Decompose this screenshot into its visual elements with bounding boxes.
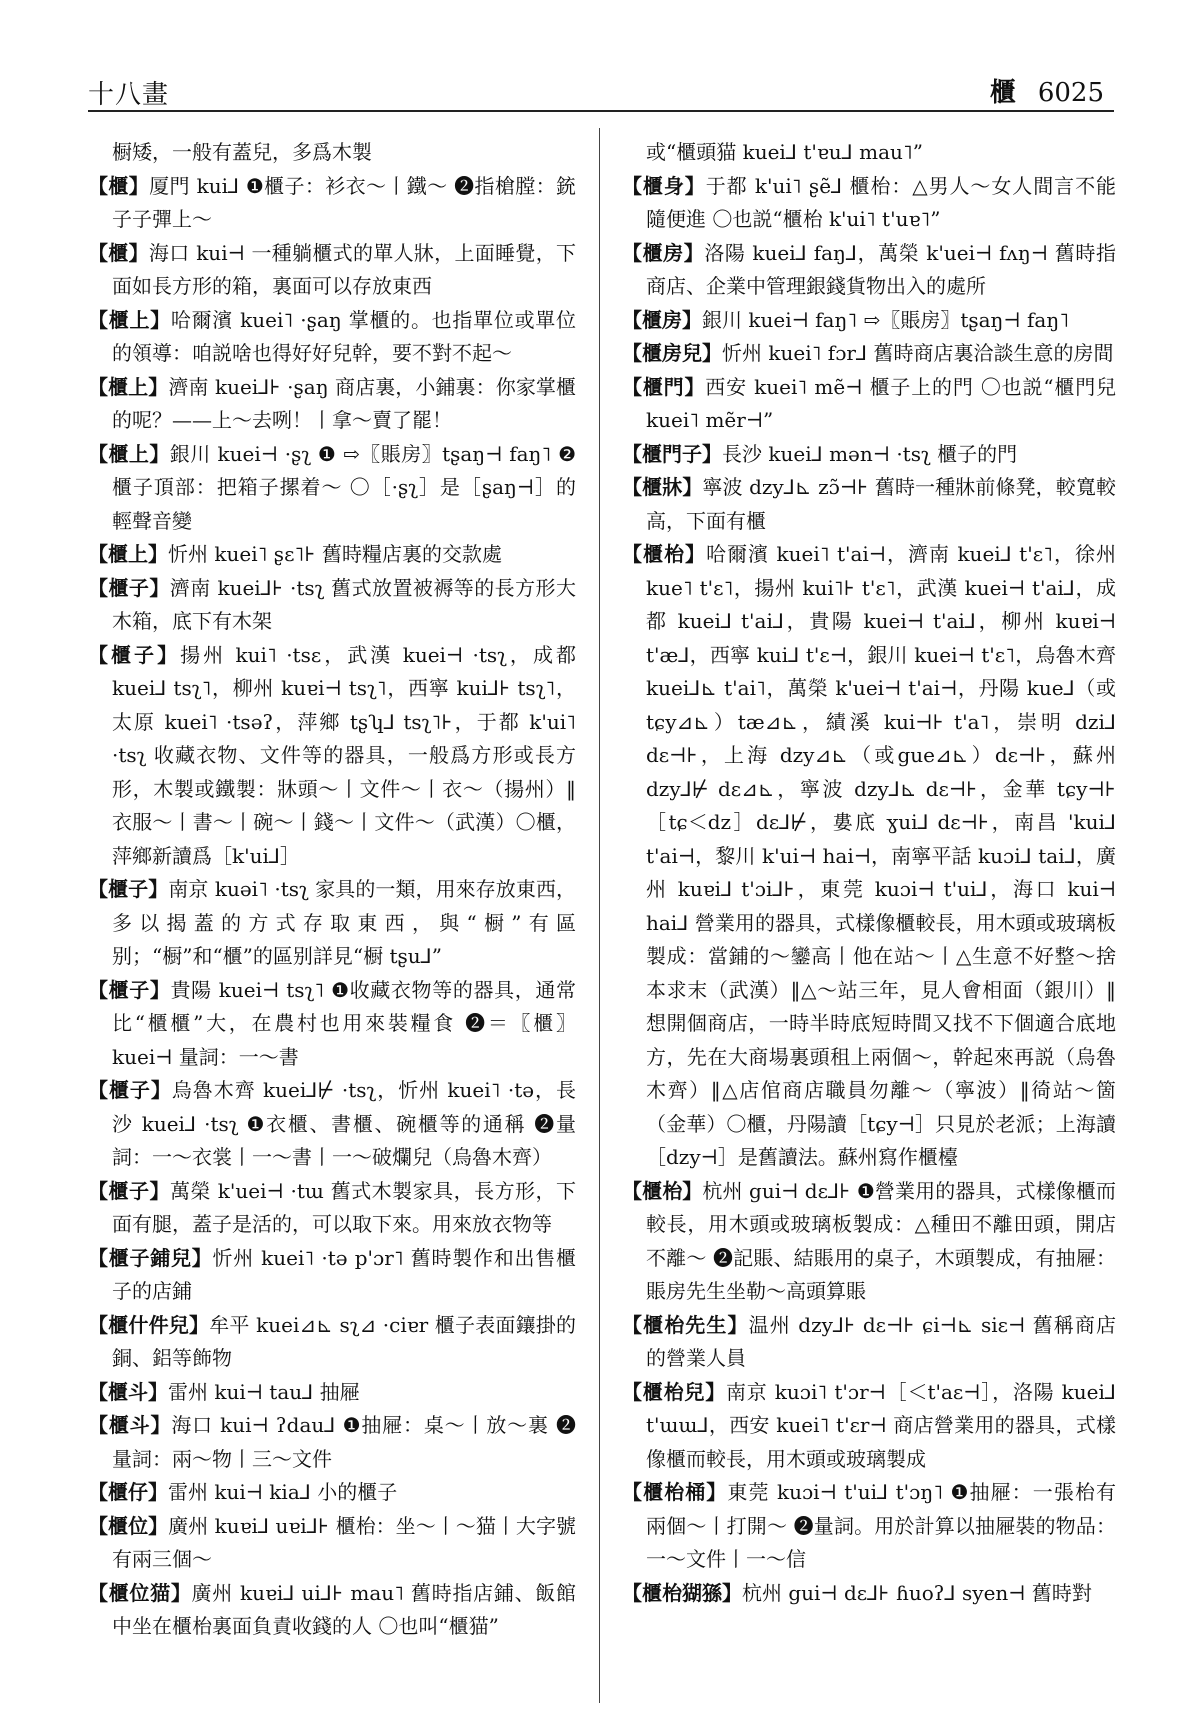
entry-text: 忻州 kuei˥ fɔr⅃ 舊時商店裏洽談生意的房間 xyxy=(722,341,1114,365)
entry-text: 寧波 dzy⅃⊾ zɔ̃⊣⊦ 舊時一種牀前條凳，較寬較高，下面有櫃 xyxy=(646,475,1116,533)
running-headword: 櫃 xyxy=(989,78,1016,108)
entry-text: 揚州 kui˥ ·tsɛ，武漢 kuei⊣ ·tsʅ，成都 kuei⅃ tsʅ˥，柳州 kuɐi⊣ tsʅ˥，西寧 kui⅃⊦ tsʅ˥，太原 kuei˥ ·tsəʔ，萍鄉 tʂʮ⅃ tsʅ˥⊦，于都 k'ui˥ ·tsʅ 收藏衣物、文件等的器具，一般爲方形或長方形，木製或鐵製：牀頭～丨文件～丨衣～（揚州）‖衣服～丨書～丨碗～丨錢～丨文件～（武漢）〇櫃，萍鄉新讀爲［k'ui⅃］ xyxy=(112,642,576,868)
entry-text: 厦門 kui⅃ ❶櫃子：衫衣～丨鐵～ ❷指槍膛：銃子子彈上～ xyxy=(112,173,576,231)
entry-headword: 【櫃】 xyxy=(88,173,150,198)
entry-text: 雷州 kui⊣ kia⅃ 小的櫃子 xyxy=(168,1480,398,1504)
entry-headword: 【櫃房兒】 xyxy=(622,341,722,365)
dictionary-entry xyxy=(88,1175,576,1242)
entry-text: 南京 kuəi˥ ·tsʅ 家具的一類，用來存放東西，多以揭蓋的方式存取東西，與“橱”有區别；“橱”和“櫃”的區别詳見“橱 tʂu⅃” xyxy=(112,877,576,968)
entry-headword: 【櫃門子】 xyxy=(622,441,722,466)
entry-headword: 【櫃房】 xyxy=(622,240,705,265)
entry-headword: 【櫃枱】 xyxy=(622,542,707,566)
entry-headword: 【櫃子】 xyxy=(88,977,171,1002)
dictionary-entry xyxy=(88,873,576,974)
dictionary-entry xyxy=(622,337,1116,371)
dictionary-entry xyxy=(622,237,1116,304)
entry-text: 東莞 kuɔi⊣ t'ui⅃ t'ɔŋ˥ ❶抽屜：一張枱有兩個～丨打開～ ❷量詞。用於計算以抽屜裝的物品：一～文件丨一～信 xyxy=(646,1480,1116,1571)
entry-headword: 【櫃什件兒】 xyxy=(88,1312,210,1337)
entry-headword: 【櫃子】 xyxy=(88,1178,170,1203)
dictionary-entry xyxy=(88,1242,576,1309)
entry-headword: 【櫃子】 xyxy=(88,642,181,667)
entry-text: 雷州 kui⊣ tau⅃ 抽屜 xyxy=(168,1379,360,1404)
entry-headword: 【櫃斗】 xyxy=(88,1413,172,1437)
dictionary-entry xyxy=(88,1376,576,1410)
entry-headword: 【櫃位】 xyxy=(88,1513,169,1538)
dictionary-entry xyxy=(622,304,1116,338)
right-column xyxy=(622,136,1116,1706)
entry-text: 杭州 gui⊣ dɛ⅃⊦ ❶營業用的器具，式樣像櫃而較長，用木頭或玻璃板製成：△種田不離田頭，開店不離～ ❷記賬、結賬用的桌子，木頭製成，有抽屜：賬房先生坐勒～高頭算賬 xyxy=(646,1178,1116,1303)
entry-text: 海口 kui⊣ ʔdau⅃ ❶抽屜：桌～丨放～裏 ❷量詞：兩～物丨三～文件 xyxy=(112,1413,576,1471)
dictionary-entry xyxy=(622,1309,1116,1376)
dictionary-entry xyxy=(622,1476,1116,1577)
entry-text: 哈爾濱 kuei˥ ·ʂaŋ 掌櫃的。也指單位或單位的領導：咱説啥也得好好兒幹，要不對不起～ xyxy=(112,307,576,365)
entry-headword: 【櫃上】 xyxy=(88,374,169,399)
entry-text: 杭州 gui⊣ dɛ⅃⊦ ɦuoʔ⅃ syen⊣ 舊時對 xyxy=(742,1580,1092,1605)
dictionary-entry xyxy=(88,371,576,438)
entry-text: 哈爾濱 kuei˥ t'ai⊣，濟南 kuei⅃ t'ɛ˥，徐州 kue˥ t'ɛ˥，揚州 kui˥⊦ t'ɛ˥，武漢 kuei⊣ t'ai⅃，成都 kuei⅃ t'ai⅃，貴陽 kuei⊣ t'ai⅃，柳州 kuɐi⊣ t'æ⅃，西寧 kui⅃ t'ɛ⊣，銀川 kuei⊣ t'ɛ˥，烏魯木齊 kuei⅃⊾ t'ai˥，萬榮 k'uei⊣ t'ai⊣，丹陽 kue⅃（或 tɕy⊿⊾）tæ⊿⊾，績溪 kui⊣⊦ t'a˥，崇明 dzi⅃ dɛ⊣⊦，上海 dzy⊿⊾（或gue⊿⊾）dɛ⊣⊦，蘇州 dzy⅃⊬ dɛ⊿⊾，寧波 dzy⅃⊾ dɛ⊣⊦，金華 tɕy⊣⊦［tɕ＜dz］dɛ⅃⊬，婁底 ɣui⅃ dɛ⊣⊦，南昌 'kui⅃ t'ai⊣，黎川 k'ui⊣ hai⊣，南寧平話 kuɔi⅃ tai⅃，廣州 kuɐi⅃ t'ɔi⅃⊦，東莞 kuɔi⊣ t'ui⅃，海口 kui⊣ hai⅃ 營業用的器具，式樣像櫃較長，用木頭或玻璃板製成：當鋪的～鑾高丨他在站～丨△生意不好整～捨本求末（武漢）‖△～站三年，見人會相面（銀川）‖想開個商店，一時半時底短時間又找不下個適合底地方，先在大商場裏頭租上兩個～，幹起來再説（烏魯木齊）‖△店倌商店職員勿離～（寧波）‖徛站～箇（金華）〇櫃，丹陽讀［tɕy⊣］只見於老派；上海讀［dzy⊣］是舊讀法。蘇州寫作櫃檯 xyxy=(646,542,1116,1169)
entry-headword: 【櫃上】 xyxy=(88,307,171,332)
entry-text: 或“櫃頭猫 kuei⅃ t'ɐu⅃ mau˥” xyxy=(646,140,924,164)
dictionary-entry xyxy=(88,304,576,371)
entry-text: 忻州 kuei˥ ʂɛ˥⊦ 舊時糧店裏的交款處 xyxy=(168,542,502,566)
entry-text: 于都 k'ui˥ ʂẽ⅃ 櫃枱：△男人～女人間言不能隨便進 〇也説“櫃枱 k'ui˥ t'uɐ˥” xyxy=(646,173,1116,231)
dictionary-entry xyxy=(88,1409,576,1476)
dictionary-entry xyxy=(88,438,576,539)
dictionary-entry xyxy=(88,974,576,1075)
entry-headword: 【櫃枱】 xyxy=(622,1178,703,1203)
dictionary-entry xyxy=(622,471,1116,538)
entry-text: 洛陽 kuei⅃ faŋ⅃，萬榮 k'uei⊣ fʌŋ⊣ 舊時指商店、企業中管理銀錢貨物出入的處所 xyxy=(646,240,1116,298)
entry-text: 濟南 kuei⅃⊦ ·ʂaŋ 商店裏，小鋪裏：你家掌櫃的呢？——上～去咧！丨拿～賣了罷！ xyxy=(112,374,576,432)
entry-headword: 【櫃門】 xyxy=(622,374,706,399)
entry-text: 萬榮 k'uei⊣ ·tɯ 舊式木製家具，長方形，下面有腿，蓋子是活的，可以取下來。用來放衣物等 xyxy=(112,1178,576,1236)
entry-headword: 【櫃枱桶】 xyxy=(622,1480,728,1504)
entry-text: 橱矮，一般有蓋兒，多爲木製 xyxy=(112,140,372,164)
dictionary-entry xyxy=(88,639,576,874)
page-header xyxy=(990,72,1104,109)
entry-text: 海口 kui⊣ 一種躺櫃式的單人牀，上面睡覺，下面如長方形的箱，裏面可以存放東西 xyxy=(112,240,576,298)
page-number: 6025 xyxy=(1037,78,1104,108)
column-divider xyxy=(599,128,600,1703)
entry-headword: 【櫃枱先生】 xyxy=(622,1312,749,1337)
entry-headword: 【櫃身】 xyxy=(622,173,706,198)
entry-headword: 【櫃子】 xyxy=(88,1078,172,1102)
entry-headword: 【櫃枱兒】 xyxy=(622,1379,726,1404)
dictionary-entry xyxy=(88,170,576,237)
entry-headword: 【櫃房】 xyxy=(622,307,702,332)
dictionary-entry xyxy=(622,136,1116,170)
left-column xyxy=(88,136,576,1706)
entry-text: 長沙 kuei⅃ mən⊣ ·tsʅ 櫃子的門 xyxy=(722,441,1018,466)
entry-text: 銀川 kuei⊣ ·ʂʅ ❶ ⇨〖賬房〗tʂaŋ⊣ faŋ˥ ❷櫃子頂部：把箱子摞着～ 〇［·ʂʅ］是［ʂaŋ⊣］的輕聲音變 xyxy=(112,441,576,533)
section-header: 十八畫 xyxy=(88,80,170,110)
header-rule xyxy=(88,110,1114,112)
entry-text: 銀川 kuei⊣ faŋ˥ ⇨〖賬房〗tʂaŋ⊣ faŋ˥ xyxy=(702,307,1070,332)
entry-headword: 【櫃子】 xyxy=(88,877,169,901)
dictionary-entry xyxy=(622,170,1116,237)
entry-headword: 【櫃牀】 xyxy=(622,475,703,499)
entry-headword: 【櫃子鋪兒】 xyxy=(88,1245,213,1270)
entry-headword: 【櫃】 xyxy=(88,240,149,265)
entry-text: 濟南 kuei⅃⊦ ·tsʅ 舊式放置被褥等的長方形大木箱，底下有木架 xyxy=(112,575,576,633)
entry-text: 南京 kuɔi˥ t'ɔr⊣［＜t'aɛ⊣］，洛陽 kuei⅃ t'ɯɯ⅃，西安 kuei˥ t'ɛr⊣ 商店營業用的器具，式樣像櫃而較長，用木頭或玻璃製成 xyxy=(646,1379,1116,1471)
entry-text: 廣州 kuɐi⅃ ui⅃⊦ mau˥ 舊時指店鋪、飯館中坐在櫃枱裏面負責收錢的人 〇也叫“櫃猫” xyxy=(112,1580,576,1638)
entry-text: 貴陽 kuei⊣ tsʅ˥ ❶收藏衣物等的器具，通常比“櫃櫃”大，在農村也用來裝糧食 ❷＝〖櫃〗kuei⊣ 量詞：一～書 xyxy=(112,977,576,1069)
dictionary-entry xyxy=(622,1175,1116,1309)
dictionary-entry xyxy=(88,237,576,304)
entry-text: 温州 dzy⅃⊦ dɛ⊣⊦ ɕi⊣⊾ siɛ⊣ 舊稱商店的營業人員 xyxy=(646,1312,1116,1370)
dictionary-entry xyxy=(622,538,1116,1175)
dictionary-entry xyxy=(622,1577,1116,1611)
entry-headword: 【櫃上】 xyxy=(88,542,168,566)
dictionary-entry xyxy=(88,538,576,572)
entry-headword: 【櫃枱猢猻】 xyxy=(622,1580,742,1605)
dictionary-entry xyxy=(622,1376,1116,1477)
entry-text: 西安 kuei˥ mẽ⊣ 櫃子上的門 〇也説“櫃門兒 kuei˥ mẽr⊣” xyxy=(646,374,1116,432)
entry-headword: 【櫃仔】 xyxy=(88,1480,168,1504)
dictionary-entry xyxy=(88,1309,576,1376)
entry-text: 忻州 kuei˥ ·tə p'ɔr˥ 舊時製作和出售櫃子的店鋪 xyxy=(112,1245,576,1303)
entry-headword: 【櫃位猫】 xyxy=(88,1580,192,1605)
dictionary-entry xyxy=(622,438,1116,472)
entry-headword: 【櫃上】 xyxy=(88,441,170,466)
entry-text: 牟平 kuei⊿⊾ sʅ⊿ ·ciɐr 櫃子表面鑲掛的銅、鋁等飾物 xyxy=(112,1312,576,1370)
entry-headword: 【櫃子】 xyxy=(88,575,170,600)
dictionary-entry xyxy=(88,1577,576,1644)
entry-text: 廣州 kuɐi⅃ uɐi⅃⊦ 櫃枱：坐～丨～猫丨大字號有兩三個～ xyxy=(112,1513,576,1571)
dictionary-entry xyxy=(88,1510,576,1577)
dictionary-entry xyxy=(88,572,576,639)
dictionary-entry xyxy=(88,1476,576,1510)
entry-headword: 【櫃斗】 xyxy=(88,1379,168,1404)
dictionary-entry xyxy=(88,136,576,170)
entry-text: 烏魯木齊 kuei⅃⊬ ·tsʅ，忻州 kuei˥ ·tə，長沙 kuei⅃ ·tsʅ ❶衣櫃、書櫃、碗櫃等的通稱 ❷量詞：一～衣裳丨一～書丨一～破爛兒（烏魯木齊） xyxy=(112,1078,576,1169)
dictionary-entry xyxy=(88,1074,576,1175)
dictionary-entry xyxy=(622,371,1116,438)
